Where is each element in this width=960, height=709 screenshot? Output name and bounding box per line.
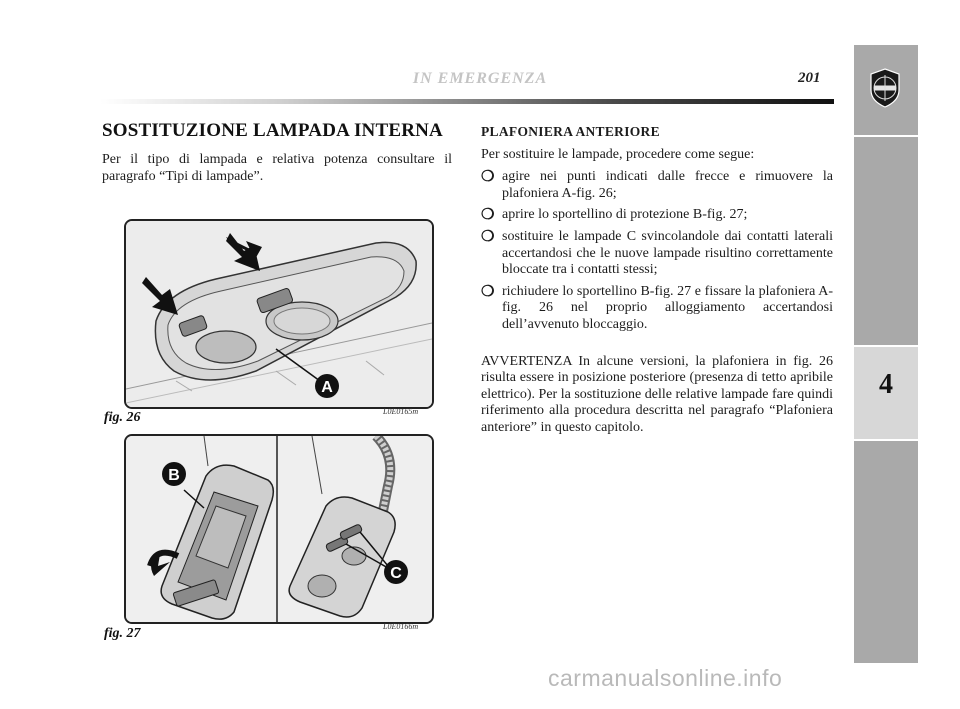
figure-26-code: L0E0165m: [383, 407, 419, 416]
list-item-text: aprire lo sportellino di protezione B-fig. 27;: [502, 207, 748, 223]
warning-paragraph: AVVERTENZA In alcune versioni, la plafoniera in fig. 26 risulta essere in posizione posteriore (presenza di tetto apribile elettrico). Per la sostituzione delle relative lampade fare quindi riferimento alla procedura descritta nel paragrafo “Plafoniera anteriore” in questo capitolo.: [481, 353, 833, 435]
list-item: [481, 229, 833, 279]
figure-27-code: L0E0166m: [383, 622, 419, 631]
list-item-text: richiudere lo sportellino B-fig. 27 e fissare la plafoniera A-fig. 26 nel proprio alloggiamento accertandosi dell’avvenuto bloccaggio.: [502, 283, 833, 332]
bullet-circle-icon: ❍: [481, 283, 495, 300]
label-a: A: [321, 379, 333, 396]
procedure-lead: Per sostituire le lampade, procedere come segue:: [481, 146, 755, 162]
header-rule: [100, 99, 834, 104]
figure-27-lamp-replacement: [124, 434, 434, 624]
list-item-text: agire nei punti indicati dalle frecce e rimuovere la plafoniera A-fig. 26;: [502, 169, 833, 201]
subsection-title: PLAFONIERA ANTERIORE: [481, 124, 660, 139]
bullet-circle-icon: ❍: [481, 228, 495, 245]
chapter-number: 4: [879, 369, 893, 400]
figure-27-caption: fig. 27: [104, 626, 141, 641]
running-header-section: IN EMERGENZA: [412, 70, 548, 87]
section-title: SOSTITUZIONE LAMPADA INTERNA: [102, 120, 443, 141]
right-column: [481, 124, 833, 443]
label-b: B: [168, 467, 180, 484]
list-item-text: sostituire le lampade C svincolandole dai contatti laterali accertandosi che le nuove lampade risultino correttamente bloccate tra i contatti stessi;: [502, 228, 833, 278]
figure-27-illustration: [126, 436, 432, 622]
bullet-circle-icon: ❍: [481, 207, 495, 224]
bullet-circle-icon: ❍: [481, 169, 495, 186]
figure-26-illustration: [126, 221, 432, 407]
left-column: [102, 120, 452, 199]
list-item: [481, 284, 833, 334]
intro-paragraph: Per il tipo di lampada e relativa potenza consultare il paragrafo “Tipi di lampade”.: [102, 152, 452, 184]
figure-26-roof-light: [124, 219, 434, 409]
site-watermark: carmanualsonline.info: [548, 665, 783, 691]
figure-26-caption: fig. 26: [104, 410, 141, 425]
lancia-logo-icon: [868, 68, 902, 108]
label-c: C: [390, 565, 402, 582]
page-number: 201: [798, 70, 821, 86]
list-item: [481, 169, 833, 202]
list-item: [481, 207, 833, 224]
chapter-side-tab: [854, 45, 918, 663]
